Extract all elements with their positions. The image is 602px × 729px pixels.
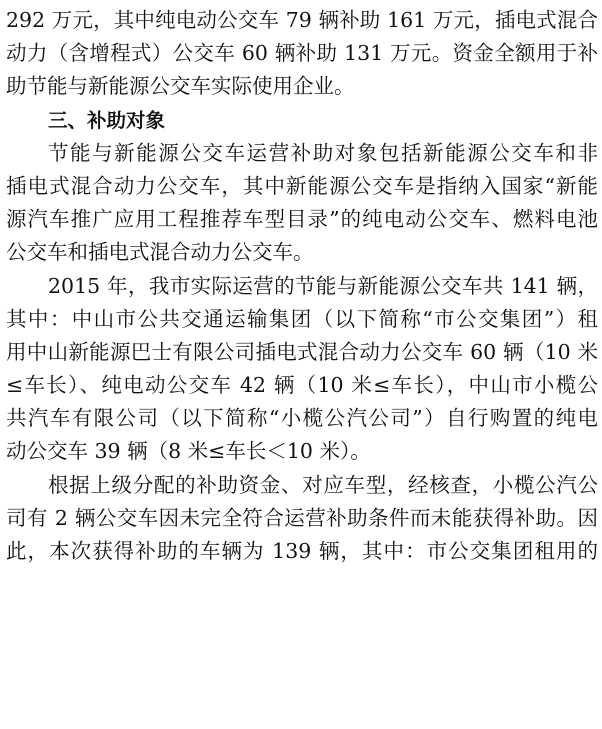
section-heading: 三、补助对象 [48, 108, 166, 132]
paragraph-1-line-2: 插电式混合动力公交车，其中新能源公交车是指纳入国家“新能 [6, 173, 598, 198]
paragraph-2-line-4: ≤车长）、纯电动公交车 42 辆（10 米≤车长），中山市小榄公 [6, 373, 598, 398]
text-line-2: 动力（含增程式）公交车 60 辆补助 131 万元。资金全额用于补 [6, 41, 598, 66]
paragraph-1-line-4: 公交车和插电式混合动力公交车。 [6, 240, 314, 265]
paragraph-3-line-1: 根据上级分配的补助资金、对应车型，经核查，小榄公汽公 [48, 472, 598, 497]
paragraph-2-line-1: 2015 年，我市实际运营的节能与新能源公交车共 141 辆， [48, 273, 598, 298]
paragraph-1-line-1: 节能与新能源公交车运营补助对象包括新能源公交车和非 [48, 140, 598, 165]
paragraph-1-line-3: 源汽车推广应用工程推荐车型目录”的纯电动公交车、燃料电池 [6, 207, 598, 232]
paragraph-2-line-5: 共汽车有限公司（以下简称“小榄公汽公司”）自行购置的纯电 [6, 406, 598, 431]
text-line-1: 292 万元，其中纯电动公交车 79 辆补助 161 万元，插电式混合 [6, 8, 598, 32]
document-page [6, 4, 598, 568]
text-line-3: 助节能与新能源公交车实际使用企业。 [6, 74, 355, 99]
paragraph-2-line-2: 其中：中山市公共交通运输集团（以下简称“市公交集团”）租 [6, 306, 598, 331]
paragraph-2-line-3: 用中山新能源巴士有限公司插电式混合动力公交车 60 辆（10 米 [6, 339, 598, 364]
paragraph-3-line-2: 司有 2 辆公交车因未完全符合运营补助条件而未能获得补助。因 [6, 505, 598, 530]
paragraph-2-line-6: 动公交车 39 辆（8 米≤车长＜10 米）。 [6, 439, 371, 464]
paragraph-3-line-3: 此，本次获得补助的车辆为 139 辆，其中：市公交集团租用的 [6, 539, 598, 563]
